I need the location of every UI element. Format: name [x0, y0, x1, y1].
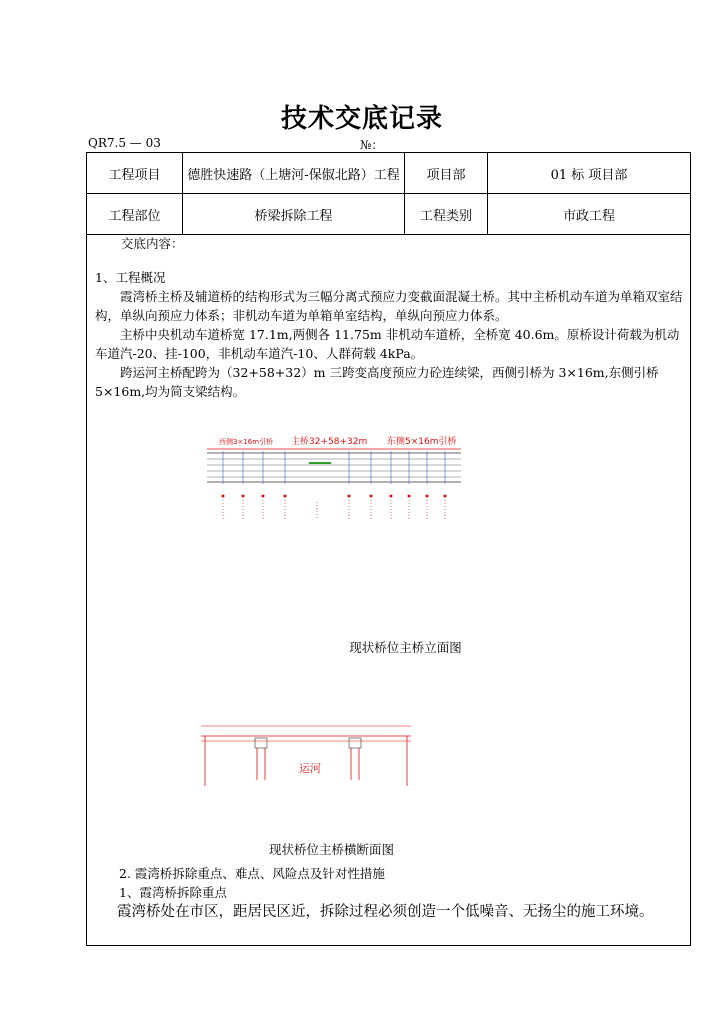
project-label: 工程项目 [87, 153, 183, 194]
paragraph-4: 霞湾桥处在市区，距居民区近，拆除过程必须创造一个低噪音、无扬尘的施工环境。 [117, 904, 654, 920]
label-west-span: 西侧3×16m引桥 [219, 438, 274, 446]
figure2-caption: 现状桥位主桥横断面图 [268, 842, 394, 857]
dept-label: 项目部 [405, 153, 488, 194]
paragraph-2: 主桥中央机动车道桥宽 17.1m,两侧各 11.75m 非机动车道桥，全桥宽 40.6m。原桥设计荷载为机动车道汽-20、挂-100，非机动车道汽-10、人群荷载 4kPa。 [95, 327, 680, 361]
content-box [86, 228, 691, 946]
bridge-elevation-drawing [199, 432, 469, 532]
river-label: 运河 [299, 762, 321, 775]
section1-title: 1、工程概况 [95, 270, 166, 285]
project-value: 德胜快速路（上塘河-保俶北路）工程 [183, 153, 405, 194]
part-value: 桥梁拆除工程 [183, 194, 405, 235]
info-table [86, 152, 691, 235]
type-value: 市政工程 [488, 194, 691, 235]
document-title: 技术交底记录 [280, 104, 443, 134]
number-label: №： [360, 138, 384, 152]
label-east-span: 东侧5×16m引桥 [387, 437, 457, 447]
type-label: 工程类别 [405, 194, 488, 235]
paragraph-3: 跨运河主桥配跨为（32+58+32）m 三跨变高度预应力砼连续梁，西侧引桥为 3×16m,东侧引桥 5×16m,均为简支梁结构。 [95, 365, 659, 399]
figure1-caption: 现状桥位主桥立面图 [349, 640, 462, 655]
section2-title: 2. 霞湾桥拆除重点、难点、风险点及针对性措施 [119, 866, 385, 881]
part-label: 工程部位 [87, 194, 183, 235]
dept-value: 01 标 项目部 [488, 153, 691, 194]
paragraph-1: 霞湾桥主桥及辅道桥的结构形式为三幅分离式预应力变截面混凝土桥。其中主桥机动车道为单箱双室结构，单纵向预应力体系；非机动车道为单箱单室结构，单纵向预应力体系。 [95, 289, 683, 323]
section2-subtitle: 1、霞湾桥拆除重点 [119, 885, 227, 900]
bridge-cross-section-drawing [195, 720, 417, 800]
form-code: QR7.5 — 03 [88, 136, 161, 150]
label-main-span: 主桥32+58+32m [291, 437, 368, 447]
content-label: 交底内容： [121, 236, 184, 251]
